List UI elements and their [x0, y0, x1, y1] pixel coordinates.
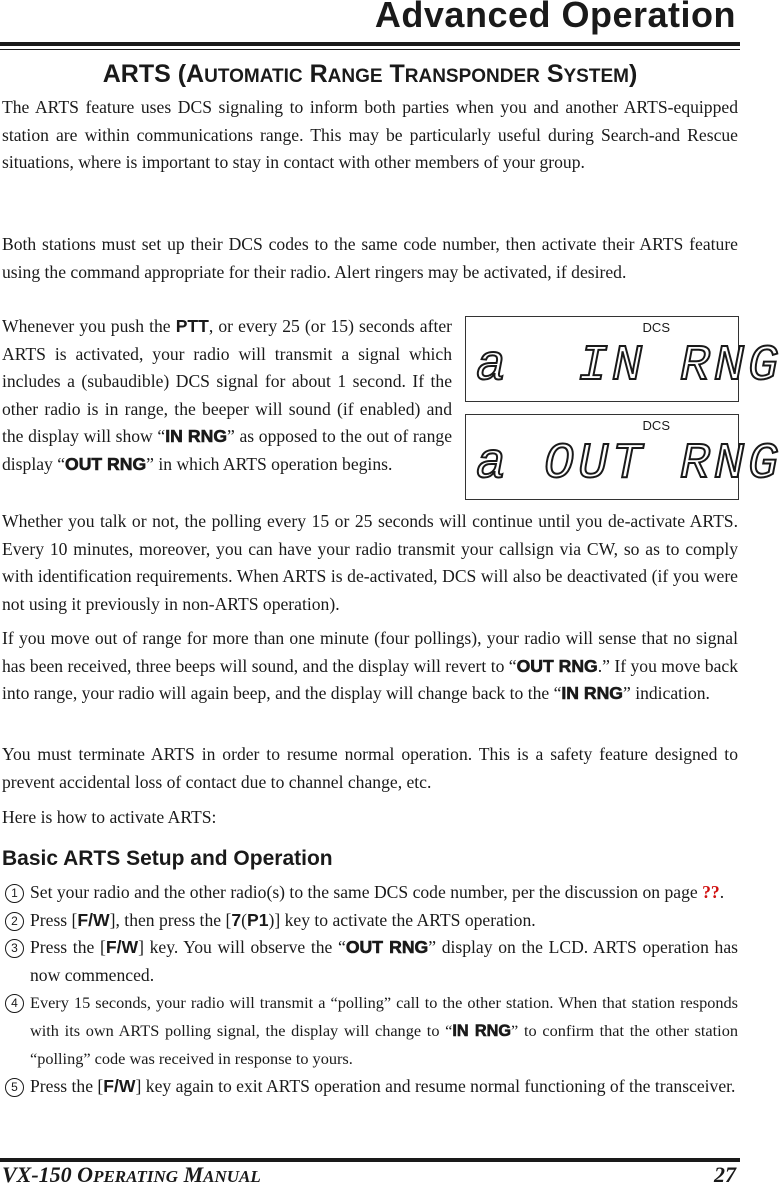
step-number: 4	[5, 994, 24, 1013]
dcs-indicator: DCS	[642, 320, 670, 335]
step-item: 2 Press [F/W], then press the [7(P1)] key to activate the ARTS operation.	[2, 907, 738, 935]
page-number: 27	[714, 1162, 736, 1187]
step-number: 3	[5, 939, 24, 958]
step-number: 1	[5, 884, 24, 903]
footer-manual-title: VX-150 OPERATING MANUAL	[2, 1162, 261, 1187]
paragraph-setup: Both stations must set up their DCS codes to the same code number, then activate their ARTS feature using the command appropriate for their radio. Alert ringers may be activated, if desired.	[2, 234, 738, 282]
dcs-indicator: DCS	[642, 418, 670, 433]
paragraph-cw-id: Whether you talk or not, the polling every 15 or 25 seconds will continue until you de-activate ARTS. Every 10 minutes, moreover, you can have your radio transmit your callsign via CW, so as to comply with identification requirements. When ARTS is de-activated, DCS will also be deactivated (if you were not using it previously in non-ARTS operation).	[2, 511, 738, 614]
header-rule-thin	[0, 49, 740, 50]
step-number: 2	[5, 912, 24, 931]
lcd-in-rng-text: a IN RNG	[476, 338, 782, 395]
paragraph-polling: Whenever you push the PTT, or every 25 (or 15) seconds after ARTS is activated, your radio will transmit a signal which includes a (subaudible) DCS signal for about 1 second. If the other radio is in range, the beeper will sound (if enabled) and the display will show “IN RNG” as opposed to the out of range display “OUT RNG” in which ARTS operation begins.	[2, 316, 453, 474]
section-title: ARTS (AUTOMATIC RANGE TRANSPONDER SYSTEM)	[102, 60, 638, 88]
subheading: Basic ARTS Setup and Operation	[2, 847, 333, 870]
lcd-out-rng-text: a OUT RNG	[476, 436, 782, 493]
step-number: 5	[5, 1078, 24, 1097]
step-item: 1 Set your radio and the other radio(s) to the same DCS code number, per the discussion on page ??.	[2, 879, 738, 907]
paragraph-out-of-range: If you move out of range for more than one minute (four pollings), your radio will sense that no signal has been received, three beeps will sound, and the display will revert to “OUT RNG.” If you move back into range, your radio will again beep, and the display will change back to the “IN RNG” indication.	[2, 628, 738, 703]
lcd-out-of-range	[465, 414, 782, 500]
header-rule	[0, 42, 740, 46]
page-title: Advanced Operation	[374, 0, 736, 35]
step-item: 5 Press the [F/W] key again to exit ARTS operation and resume normal functioning of the transceiver.	[2, 1073, 738, 1101]
lcd-in-range	[465, 316, 782, 402]
paragraph-howto: Here is how to activate ARTS:	[2, 807, 217, 827]
step-item: 4 Every 15 seconds, your radio will transmit a “polling” call to the other station. When that station responds with its own ARTS polling signal, the display will change to “IN RNG” to confirm that the other station “polling” code was received in response to yours.	[2, 989, 738, 1073]
paragraph-intro: The ARTS feature uses DCS signaling to inform both parties when you and another ARTS-equipped station are within communications range. This may be particularly useful during Search-and Rescue situations, where is important to stay in contact with other members of your group.	[2, 97, 738, 172]
paragraph-terminate: You must terminate ARTS in order to resume normal operation. This is a safety feature designed to prevent accidental loss of contact due to channel change, etc.	[2, 744, 738, 792]
steps-list	[2, 879, 738, 1100]
step-item: 3 Press the [F/W] key. You will observe the “OUT RNG” display on the LCD. ARTS operation has now commenced.	[2, 934, 738, 989]
page-reference: ??	[702, 882, 720, 902]
